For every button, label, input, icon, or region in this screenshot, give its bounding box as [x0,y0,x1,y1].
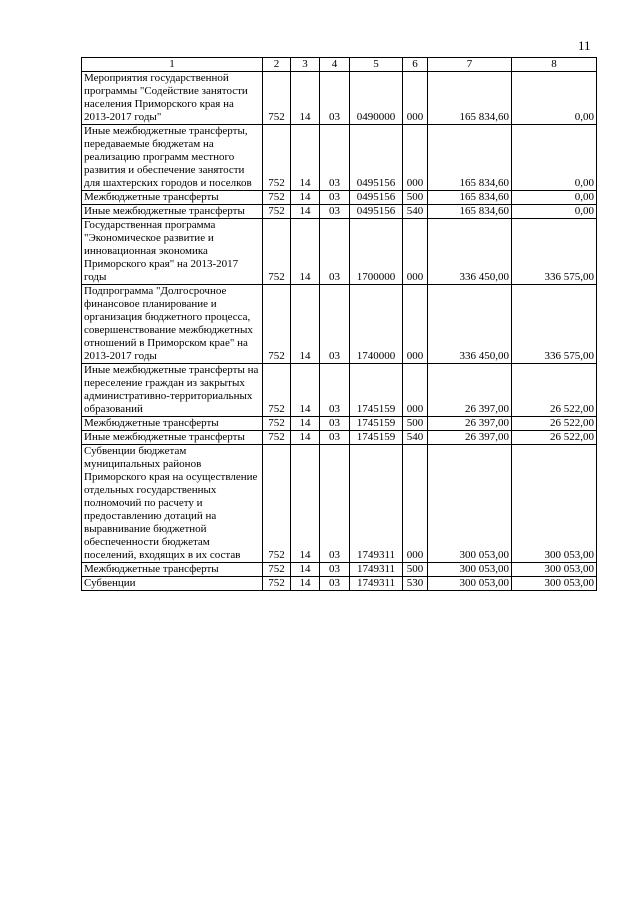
row-cell-8: 300 053,00 [512,563,597,577]
header-cell-3: 3 [291,58,320,72]
table-row [82,285,597,364]
header-cell-6: 6 [403,58,428,72]
row-name-cell: Иные межбюджетные трансферты [82,205,263,219]
row-cell-3: 14 [291,125,320,191]
row-cell-5: 1749311 [350,563,403,577]
row-cell-2: 752 [263,219,291,285]
row-cell-7: 26 397,00 [428,431,512,445]
row-cell-3: 14 [291,577,320,591]
row-cell-8: 26 522,00 [512,364,597,417]
row-cell-4: 03 [320,219,350,285]
row-cell-4: 03 [320,205,350,219]
row-cell-4: 03 [320,431,350,445]
row-cell-4: 03 [320,191,350,205]
row-cell-8: 336 575,00 [512,285,597,364]
row-cell-6: 500 [403,417,428,431]
row-cell-3: 14 [291,445,320,563]
row-cell-8: 0,00 [512,205,597,219]
row-name-cell: Межбюджетные трансферты [82,563,263,577]
row-cell-6: 000 [403,72,428,125]
row-cell-7: 336 450,00 [428,219,512,285]
row-cell-4: 03 [320,285,350,364]
row-cell-5: 1740000 [350,285,403,364]
row-cell-3: 14 [291,563,320,577]
table-row [82,364,597,417]
table-row [82,125,597,191]
row-cell-5: 0495156 [350,205,403,219]
table-row [82,191,597,205]
row-cell-2: 752 [263,285,291,364]
row-cell-2: 752 [263,431,291,445]
page-number: 11 [578,38,591,53]
row-cell-8: 0,00 [512,125,597,191]
row-cell-7: 165 834,60 [428,191,512,205]
header-cell-7: 7 [428,58,512,72]
row-cell-5: 1749311 [350,577,403,591]
table-row [82,417,597,431]
row-cell-8: 336 575,00 [512,219,597,285]
row-cell-7: 300 053,00 [428,563,512,577]
row-cell-4: 03 [320,445,350,563]
row-cell-8: 26 522,00 [512,417,597,431]
row-cell-3: 14 [291,285,320,364]
row-cell-2: 752 [263,364,291,417]
header-row [82,58,597,72]
row-cell-7: 165 834,60 [428,125,512,191]
header-cell-5: 5 [350,58,403,72]
row-cell-2: 752 [263,563,291,577]
row-cell-8: 0,00 [512,191,597,205]
row-cell-3: 14 [291,205,320,219]
row-cell-6: 540 [403,205,428,219]
row-cell-6: 000 [403,125,428,191]
row-cell-7: 165 834,60 [428,72,512,125]
row-cell-5: 1745159 [350,364,403,417]
row-cell-2: 752 [263,417,291,431]
row-cell-2: 752 [263,191,291,205]
row-cell-6: 500 [403,563,428,577]
table-row [82,577,597,591]
row-cell-4: 03 [320,577,350,591]
row-name-cell: Межбюджетные трансферты [82,417,263,431]
table-row [82,431,597,445]
row-cell-3: 14 [291,431,320,445]
row-cell-7: 336 450,00 [428,285,512,364]
header-cell-1: 1 [82,58,263,72]
row-cell-4: 03 [320,364,350,417]
row-cell-6: 540 [403,431,428,445]
table-row [82,205,597,219]
row-cell-2: 752 [263,125,291,191]
row-cell-8: 300 053,00 [512,577,597,591]
row-cell-3: 14 [291,417,320,431]
row-cell-4: 03 [320,125,350,191]
row-cell-6: 000 [403,445,428,563]
budget-table [81,57,597,591]
row-cell-4: 03 [320,72,350,125]
row-cell-5: 1749311 [350,445,403,563]
row-cell-5: 1745159 [350,417,403,431]
row-cell-3: 14 [291,219,320,285]
row-name-cell: Иные межбюджетные трансферты, передаваемые бюджетам на реализацию программ местного развития и обеспечение занятости для шахтерских городов и поселков [82,125,263,191]
table-row [82,219,597,285]
row-cell-5: 1700000 [350,219,403,285]
row-cell-7: 26 397,00 [428,417,512,431]
table-row [82,563,597,577]
row-cell-7: 26 397,00 [428,364,512,417]
row-cell-6: 500 [403,191,428,205]
row-cell-6: 000 [403,364,428,417]
row-cell-5: 0495156 [350,191,403,205]
row-cell-8: 0,00 [512,72,597,125]
row-cell-8: 300 053,00 [512,445,597,563]
row-name-cell: Межбюджетные трансферты [82,191,263,205]
row-name-cell: Подпрограмма "Долгосрочное финансовое планирование и организация бюджетного процесса, совершенствование межбюджетных отношений в Приморском крае" на 2013-2017 годы [82,285,263,364]
row-cell-3: 14 [291,72,320,125]
row-name-cell: Субвенции бюджетам муниципальных районов Приморского края на осуществление отдельных государственных полномочий по расчету и предоставлению дотаций на выравнивание бюджетной обеспеченности бюджетам поселений, входящих в их состав [82,445,263,563]
header-cell-8: 8 [512,58,597,72]
header-cell-4: 4 [320,58,350,72]
table-body [82,72,597,591]
row-name-cell: Мероприятия государственной программы "Содействие занятости населения Приморского края на 2013-2017 годы" [82,72,263,125]
row-cell-3: 14 [291,364,320,417]
row-name-cell: Иные межбюджетные трансферты на переселение граждан из закрытых административно-территориальных образований [82,364,263,417]
row-cell-5: 1745159 [350,431,403,445]
table-header [82,58,597,72]
row-cell-7: 165 834,60 [428,205,512,219]
row-name-cell: Государственная программа "Экономическое развитие и инновационная экономика Приморского края" на 2013-2017 годы [82,219,263,285]
row-cell-2: 752 [263,72,291,125]
row-cell-2: 752 [263,445,291,563]
row-cell-3: 14 [291,191,320,205]
row-cell-6: 000 [403,285,428,364]
row-cell-7: 300 053,00 [428,577,512,591]
row-cell-4: 03 [320,563,350,577]
row-cell-2: 752 [263,577,291,591]
row-name-cell: Иные межбюджетные трансферты [82,431,263,445]
row-cell-4: 03 [320,417,350,431]
row-cell-5: 0490000 [350,72,403,125]
table-row [82,72,597,125]
row-name-cell: Субвенции [82,577,263,591]
row-cell-6: 000 [403,219,428,285]
row-cell-6: 530 [403,577,428,591]
row-cell-8: 26 522,00 [512,431,597,445]
row-cell-5: 0495156 [350,125,403,191]
row-cell-2: 752 [263,205,291,219]
header-cell-2: 2 [263,58,291,72]
row-cell-7: 300 053,00 [428,445,512,563]
table-row [82,445,597,563]
